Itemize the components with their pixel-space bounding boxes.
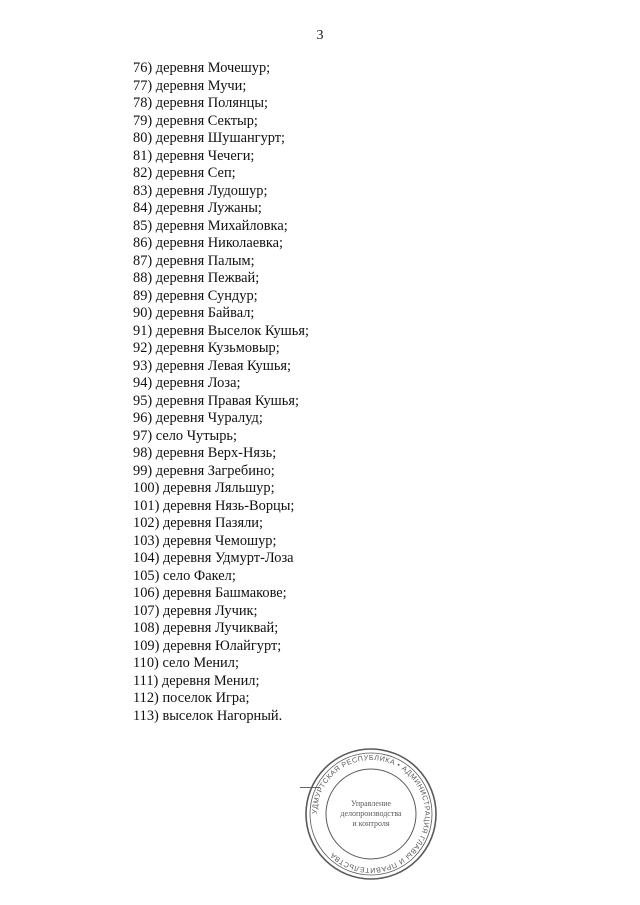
list-item: 96) деревня Чуралуд; bbox=[133, 410, 263, 426]
list-item: 81) деревня Чечеги; bbox=[133, 147, 255, 164]
list-item: 88) деревня Пежвай; bbox=[133, 270, 260, 286]
list-item: 85) деревня Михайловка; bbox=[133, 217, 288, 234]
list-item: 100) деревня Ляльшур; bbox=[133, 480, 275, 496]
list-item: 76) деревня Мочешур; bbox=[133, 60, 271, 76]
seal-center-line: делопроизводства bbox=[340, 809, 402, 818]
list-item: 104) деревня Удмурт-Лоза bbox=[133, 550, 294, 566]
list-item: 95) деревня Правая Кушья; bbox=[133, 392, 299, 409]
list-item: 84) деревня Лужаны; bbox=[133, 200, 262, 216]
list-item: 113) выселок Нагорный. bbox=[133, 707, 283, 724]
list-item: 94) деревня Лоза; bbox=[133, 375, 241, 391]
seal-center-text bbox=[340, 799, 402, 828]
official-seal-stamp bbox=[303, 746, 439, 882]
seal-ring-text: УДМУРТСКАЯ РЕСПУБЛИКА • АДМИНИСТРАЦИЯ ГЛАВЫ И ПРАВИТЕЛЬСТВА bbox=[309, 752, 433, 876]
seal-center-line: и контроля bbox=[352, 819, 390, 828]
list-item: 86) деревня Николаевка; bbox=[133, 235, 284, 251]
list-item: 97) село Чутырь; bbox=[133, 427, 237, 444]
list-item: 80) деревня Шушангурт; bbox=[133, 130, 286, 146]
list-item: 92) деревня Кузьмовыр; bbox=[133, 340, 280, 356]
list-item: 106) деревня Башмакове; bbox=[133, 585, 287, 601]
list-item: 79) деревня Сектыр; bbox=[133, 112, 258, 129]
list-item: 77) деревня Мучи; bbox=[133, 77, 247, 94]
list-item: 108) деревня Лучиквай; bbox=[133, 620, 279, 636]
list-item: 93) деревня Левая Кушья; bbox=[133, 357, 292, 374]
list-item: 91) деревня Выселок Кушья; bbox=[133, 322, 309, 339]
list-item: 110) село Менил; bbox=[133, 655, 239, 671]
seal-center-line: Управление bbox=[350, 799, 392, 808]
settlement-list bbox=[133, 60, 433, 725]
list-item: 107) деревня Лучик; bbox=[133, 602, 258, 619]
list-item: 99) деревня Загребино; bbox=[133, 462, 275, 479]
list-item: 90) деревня Байвал; bbox=[133, 305, 255, 321]
list-item: 83) деревня Лудошур; bbox=[133, 182, 268, 199]
list-item: 105) село Факел; bbox=[133, 567, 236, 584]
list-item: 82) деревня Сеп; bbox=[133, 165, 236, 181]
list-item: 87) деревня Палым; bbox=[133, 252, 255, 269]
list-item: 98) деревня Верх-Нязь; bbox=[133, 445, 277, 461]
list-item: 112) поселок Игра; bbox=[133, 690, 250, 706]
list-item: 111) деревня Менил; bbox=[133, 672, 260, 689]
list-item: 102) деревня Пазяли; bbox=[133, 515, 263, 531]
list-item: 89) деревня Сундур; bbox=[133, 287, 258, 304]
list-item: 101) деревня Нязь-Ворцы; bbox=[133, 497, 295, 514]
list-item: 109) деревня Юлайгурт; bbox=[133, 637, 282, 654]
page-number: 3 bbox=[316, 28, 324, 43]
list-item: 78) деревня Полянцы; bbox=[133, 95, 269, 111]
list-item: 103) деревня Чемошур; bbox=[133, 532, 277, 549]
